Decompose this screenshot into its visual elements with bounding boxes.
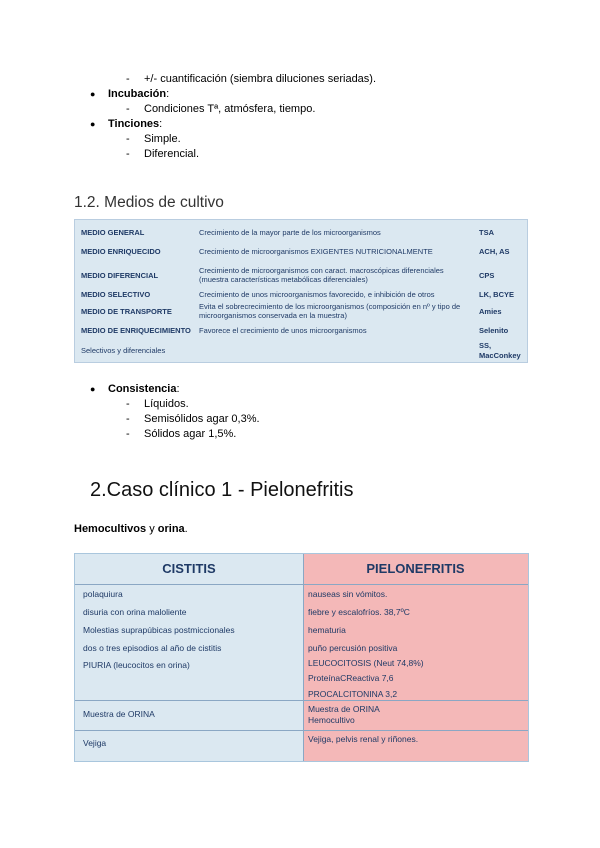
medium-description: Crecimiento de microorganismos EXIGENTES NUTRICIONALMENTE — [199, 247, 433, 256]
pielonefritis-sample: Hemocultivo — [308, 715, 355, 725]
incubation-detail: Condiciones Tª, atmósfera, tiempo. — [144, 103, 316, 115]
medium-name: MEDIO GENERAL — [81, 228, 145, 237]
cistitis-symptom: Molestias suprapúbicas postmiccionales — [83, 625, 235, 635]
cistitis-symptom: PIURIA (leucocitos en orina) — [83, 660, 190, 670]
divider — [303, 554, 304, 761]
pielonefritis-sample: Muestra de ORINA — [308, 704, 380, 714]
incubation-label: Incubación — [108, 88, 167, 100]
medium-name: Selectivos y diferenciales — [81, 346, 166, 355]
medium-examples: Amies — [479, 307, 502, 316]
culture-media-table — [74, 219, 528, 363]
section-heading-2: 2.Caso clínico 1 - Pielonefritis — [90, 479, 354, 501]
pielonefritis-symptom: nauseas sin vómitos. — [308, 589, 388, 599]
medium-examples: TSA — [479, 228, 494, 237]
cistitis-symptom: dos o tres episodios al año de cistitis — [83, 643, 222, 653]
clinical-intro: Hemocultivos y orina. — [74, 523, 188, 535]
pielonefritis-symptom: fiebre y escalofríos. 38,7ºC — [308, 607, 410, 617]
medium-name: MEDIO SELECTIVO — [81, 290, 151, 299]
medium-description: Evita el sobrecrecimiento de los microorganismos (composición en nº y tipo de microorganismos conservada en la muestra) — [199, 302, 461, 320]
bullet-icon: ● — [90, 119, 96, 129]
consistency-label: Consistencia — [108, 383, 177, 395]
medium-examples: CPS — [479, 271, 495, 280]
intro-bold-1: Hemocultivos — [74, 523, 147, 535]
medium-name: MEDIO ENRIQUECIDO — [81, 247, 161, 256]
consistency-item: Líquidos. — [144, 398, 189, 410]
divider — [75, 700, 528, 701]
bullet-icon: ● — [90, 89, 96, 99]
medium-name: MEDIO DIFERENCIAL — [81, 271, 159, 280]
pielonefritis-location: Vejiga, pelvis renal y riñones. — [308, 734, 419, 744]
cistitis-symptom: disuria con orina maloliente — [83, 607, 187, 617]
divider — [75, 730, 528, 731]
cistitis-header: CISTITIS — [162, 561, 216, 576]
intro-bold-2: orina — [157, 523, 185, 535]
stain-item: Simple. — [144, 133, 181, 145]
quantification-text: +/- cuantificación (siembra diluciones seriadas). — [144, 73, 377, 85]
cistitis-sample: Muestra de ORINA — [83, 709, 155, 719]
pielonefritis-symptom: LEUCOCITOSIS (Neut 74,8%) — [308, 658, 424, 668]
pielonefritis-header: PIELONEFRITIS — [366, 561, 465, 576]
medium-description: Crecimiento de unos microorganismos favorecido, e inhibición de otros — [199, 290, 435, 299]
medium-name: MEDIO DE ENRIQUECIMIENTO — [81, 326, 191, 335]
clinical-comparison-table — [74, 553, 529, 762]
medium-description: Crecimiento de la mayor parte de los microorganismos — [199, 228, 381, 237]
medium-examples: Selenito — [479, 326, 509, 335]
consistency-item: Semisólidos agar 0,3%. — [144, 413, 260, 425]
medium-examples: SS, MacConkey — [479, 341, 521, 360]
medium-description: Favorece el crecimiento de unos microorganismos — [199, 326, 367, 335]
stain-item: Diferencial. — [144, 148, 200, 160]
medium-examples: LK, BCYE — [479, 290, 515, 299]
medium-description: Crecimiento de microorganismos con caract. macroscópicas diferenciales (muestra características metabólicas diferenciales) — [199, 266, 444, 284]
cistitis-location: Vejiga — [83, 738, 107, 748]
pielonefritis-symptom: PROCALCITONINA 3,2 — [308, 689, 398, 699]
cistitis-symptom: polaquiura — [83, 589, 123, 599]
stains-label: Tinciones — [108, 118, 160, 130]
bullet-icon: ● — [90, 384, 96, 394]
divider — [75, 584, 528, 585]
section-heading-1-2: 1.2. Medios de cultivo — [74, 194, 224, 211]
medium-name: MEDIO DE TRANSPORTE — [81, 307, 172, 316]
consistency-item: Sólidos agar 1,5%. — [144, 428, 237, 440]
pielonefritis-symptom: ProteínaCReactiva 7,6 — [308, 673, 394, 683]
medium-examples: ACH, AS — [479, 247, 510, 256]
pielonefritis-symptom: puño percusión positiva — [308, 643, 398, 653]
pielonefritis-symptom: hematuria — [308, 625, 346, 635]
